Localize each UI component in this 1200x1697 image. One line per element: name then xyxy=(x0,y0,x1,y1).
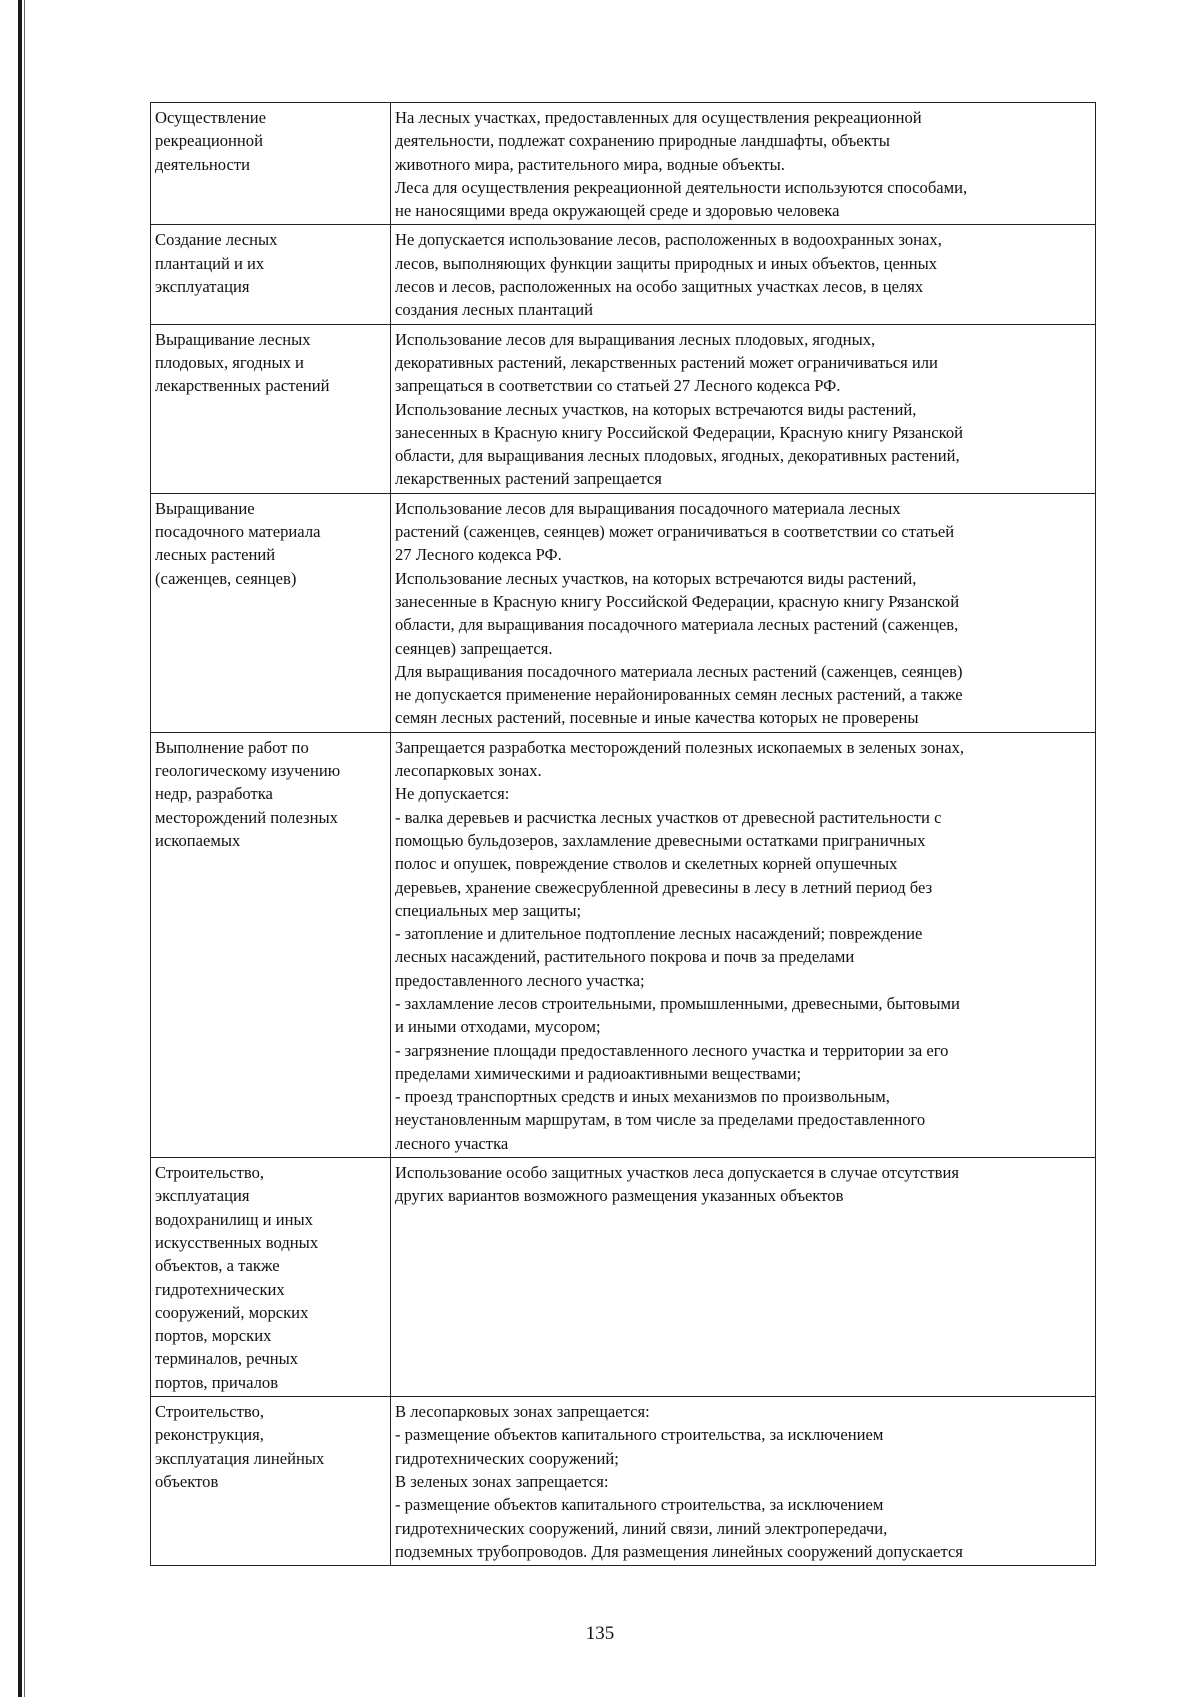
text-line: Использование лесных участков, на которых встречаются виды растений, xyxy=(395,399,917,419)
text-line: декоративных растений, лекарственных растений может ограничиваться или xyxy=(395,352,938,372)
text-line: лекарственных растений xyxy=(155,376,330,396)
text-line: Строительство, xyxy=(155,1402,265,1422)
text-line: лекарственных растений запрещается xyxy=(395,469,662,489)
text-line: Леса для осуществления рекреационной деятельности используются способами, xyxy=(395,177,968,197)
scan-edge-line xyxy=(24,0,25,1697)
activity-cell xyxy=(151,225,391,324)
text-line: портов, причалов xyxy=(155,1372,279,1392)
text-line: геологическому изучению xyxy=(155,761,341,781)
activity-cell xyxy=(151,493,391,732)
text-line: Не допускается использование лесов, расположенных в водоохранных зонах, xyxy=(395,230,942,250)
text-line: водохранилищ и иных xyxy=(155,1209,313,1229)
text-line: подземных трубопроводов. Для размещения линейных сооружений допускается xyxy=(395,1541,963,1561)
text-line: эксплуатация линейных xyxy=(155,1448,325,1468)
text-line: искусственных водных xyxy=(155,1232,319,1252)
scan-edge-shadow xyxy=(18,0,22,1697)
text-line: неустановленным маршрутам, в том числе за пределами предоставленного xyxy=(395,1110,926,1130)
text-line: - валка деревьев и расчистка лесных участков от древесной растительности с xyxy=(395,807,942,827)
text-line: лесов, выполняющих функции защиты природных и иных объектов, ценных xyxy=(395,253,938,273)
text-line: - загрязнение площади предоставленного лесного участка и территории за его xyxy=(395,1040,949,1060)
text-line: и иными отходами, мусором; xyxy=(395,1017,601,1037)
text-line: растений (саженцев, сеянцев) может ограничиваться в соответствии со статьей xyxy=(395,522,955,542)
text-line: не допускается применение нерайонированных семян лесных растений, а также xyxy=(395,685,963,705)
text-line: В лесопарковых зонах запрещается: xyxy=(395,1402,650,1422)
text-line: Использование лесов для выращивания лесных плодовых, ягодных, xyxy=(395,329,876,349)
text-line: недр, разработка xyxy=(155,784,273,804)
requirements-cell xyxy=(391,493,1096,732)
text-line: рекреационной xyxy=(155,131,263,151)
text-line: деревьев, хранение свежесрубленной древесины в лесу в летний период без xyxy=(395,877,933,897)
text-line: Выращивание лесных xyxy=(155,329,311,349)
text-line: гидротехнических сооружений, линий связи, линий электропередачи, xyxy=(395,1518,888,1538)
text-line: области, для выращивания посадочного материала лесных растений (саженцев, xyxy=(395,615,959,635)
text-line: Использование лесных участков, на которых встречаются виды растений, xyxy=(395,568,917,588)
text-line: лесопарковых зонах. xyxy=(395,761,542,781)
text-line: - размещение объектов капитального строительства, за исключением xyxy=(395,1495,884,1515)
text-line: Запрещается разработка месторождений полезных ископаемых в зеленых зонах, xyxy=(395,737,965,757)
text-line: Использование лесов для выращивания посадочного материала лесных xyxy=(395,498,901,518)
text-line: портов, морских xyxy=(155,1326,272,1346)
text-line: семян лесных растений, посевные и иные качества которых не проверены xyxy=(395,708,919,728)
text-line: - захламление лесов строительными, промышленными, древесными, бытовыми xyxy=(395,993,960,1013)
text-line: Строительство, xyxy=(155,1163,265,1183)
forest-use-restrictions-table xyxy=(150,102,1096,1566)
table-row xyxy=(151,324,1096,493)
text-line: занесенные в Красную книгу Российской Федерации, красную книгу Рязанской xyxy=(395,591,960,611)
text-line: специальных мер защиты; xyxy=(395,900,582,920)
requirements-cell xyxy=(391,324,1096,493)
table-row xyxy=(151,103,1096,225)
text-line: создания лесных плантаций xyxy=(395,300,594,320)
text-line: других вариантов возможного размещения указанных объектов xyxy=(395,1186,844,1206)
text-line: реконструкция, xyxy=(155,1425,264,1445)
text-line: эксплуатация xyxy=(155,277,250,297)
table-body xyxy=(151,103,1096,1566)
text-line: плодовых, ягодных и xyxy=(155,352,304,372)
text-line: лесов и лесов, расположенных на особо защитных участках лесов, в целях xyxy=(395,277,924,297)
table-row xyxy=(151,493,1096,732)
requirements-cell xyxy=(391,225,1096,324)
text-line: животного мира, растительного мира, водные объекты. xyxy=(395,154,785,174)
text-line: 27 Лесного кодекса РФ. xyxy=(395,545,562,565)
text-line: деятельности xyxy=(155,154,250,174)
text-line: посадочного материала xyxy=(155,522,321,542)
text-line: пределами химическими и радиоактивными веществами; xyxy=(395,1063,802,1083)
text-line: - затопление и длительное подтопление лесных насаждений; повреждение xyxy=(395,924,923,944)
activity-cell xyxy=(151,1158,391,1397)
activity-cell xyxy=(151,324,391,493)
text-line: ископаемых xyxy=(155,830,241,850)
text-line: (саженцев, сеянцев) xyxy=(155,568,297,588)
text-line: деятельности, подлежат сохранению природные ландшафты, объекты xyxy=(395,131,890,151)
text-line: Для выращивания посадочного материала лесных растений (саженцев, сеянцев) xyxy=(395,661,963,681)
text-line: гидротехнических xyxy=(155,1279,285,1299)
text-line: Создание лесных xyxy=(155,230,278,250)
text-line: - размещение объектов капитального строительства, за исключением xyxy=(395,1425,884,1445)
text-line: В зеленых зонах запрещается: xyxy=(395,1471,609,1491)
activity-cell xyxy=(151,1397,391,1566)
text-line: полос и опушек, повреждение стволов и скелетных корней опушечных xyxy=(395,854,898,874)
text-line: плантаций и их xyxy=(155,253,265,273)
text-line: На лесных участках, предоставленных для осуществления рекреационной xyxy=(395,108,922,127)
text-line: - проезд транспортных средств и иных механизмов по произвольным, xyxy=(395,1087,890,1107)
text-line: лесных насаждений, растительного покрова и почв за пределами xyxy=(395,947,855,967)
text-line: объектов, а также xyxy=(155,1256,280,1276)
text-line: терминалов, речных xyxy=(155,1349,299,1369)
text-line: Не допускается: xyxy=(395,784,510,804)
text-line: Выращивание xyxy=(155,498,255,518)
page-number: 135 xyxy=(585,1623,615,1644)
text-line: сооружений, морских xyxy=(155,1302,309,1322)
text-line: занесенных в Красную книгу Российской Федерации, Красную книгу Рязанской xyxy=(395,422,964,442)
table-row xyxy=(151,1397,1096,1566)
text-line: объектов xyxy=(155,1471,219,1491)
text-line: предоставленного лесного участка; xyxy=(395,970,645,990)
activity-cell xyxy=(151,732,391,1157)
text-line: Выполнение работ по xyxy=(155,737,309,757)
text-line: сеянцев) запрещается. xyxy=(395,638,553,658)
requirements-cell xyxy=(391,1397,1096,1566)
text-line: помощью бульдозеров, захламление древесными остатками приграничных xyxy=(395,830,926,850)
table-row xyxy=(151,732,1096,1157)
text-line: лесного участка xyxy=(395,1133,509,1153)
text-line: Использование особо защитных участков леса допускается в случае отсутствия xyxy=(395,1163,959,1183)
text-line: лесных растений xyxy=(155,545,276,565)
requirements-cell xyxy=(391,103,1096,225)
requirements-cell xyxy=(391,1158,1096,1397)
text-line: не наносящими вреда окружающей среде и здоровью человека xyxy=(395,201,840,221)
text-line: эксплуатация xyxy=(155,1186,250,1206)
text-line: области, для выращивания лесных плодовых, ягодных, декоративных растений, xyxy=(395,446,960,466)
text-line: гидротехнических сооружений; xyxy=(395,1448,619,1468)
activity-cell xyxy=(151,103,391,225)
text-line: запрещаться в соответствии со статьей 27 Лесного кодекса РФ. xyxy=(395,376,841,396)
text-line: Осуществление xyxy=(155,108,266,127)
table-row xyxy=(151,1158,1096,1397)
text-line: месторождений полезных xyxy=(155,807,338,827)
table-row xyxy=(151,225,1096,324)
requirements-cell xyxy=(391,732,1096,1157)
